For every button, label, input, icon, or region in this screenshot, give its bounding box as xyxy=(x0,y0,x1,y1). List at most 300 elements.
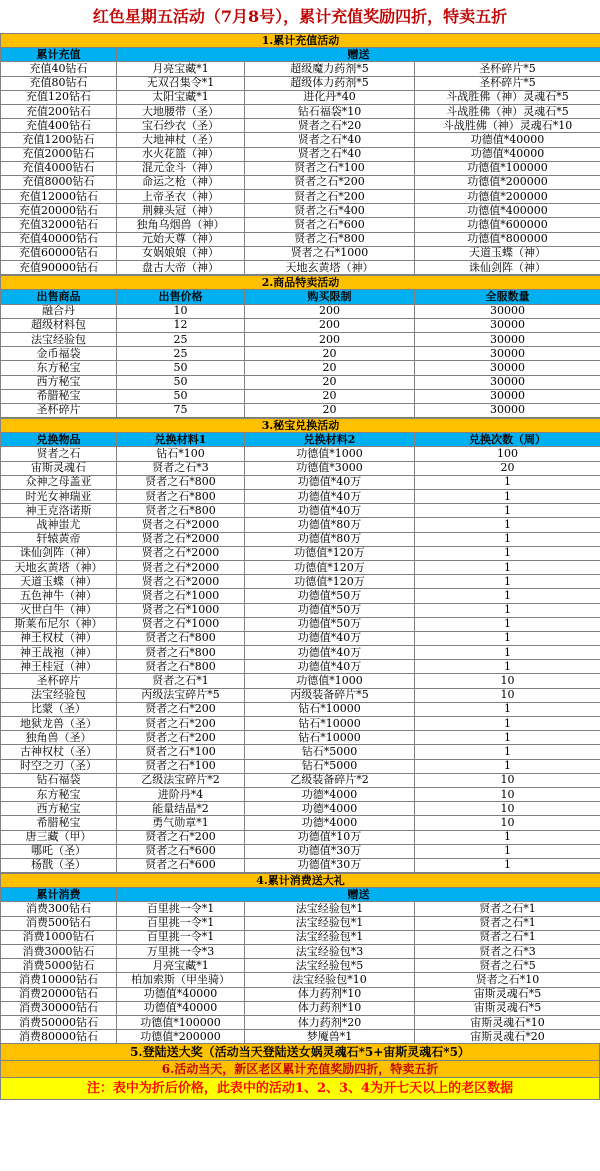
table-cell: 功德值*50万 xyxy=(245,617,415,631)
table-row xyxy=(1,204,600,218)
table-cell: 充值60000钻石 xyxy=(1,246,117,260)
table-cell: 消费3000钻石 xyxy=(1,945,117,959)
table-cell: 贤者之石*200 xyxy=(245,175,415,189)
table-cell: 诛仙剑阵（神） xyxy=(415,261,600,275)
table-cell: 充值90000钻石 xyxy=(1,261,117,275)
table-cell: 1 xyxy=(415,589,600,603)
table-cell: 贤者之石*600 xyxy=(117,844,245,858)
table-cell: 10 xyxy=(415,787,600,801)
table-cell: 丙级装备碎片*5 xyxy=(245,688,415,702)
column-header: 出售商品 xyxy=(1,290,117,304)
table-row xyxy=(1,560,600,574)
table-cell: 30000 xyxy=(415,389,600,403)
table-cell: 超级体力药剂*5 xyxy=(245,76,415,90)
table-cell: 贤者之石*200 xyxy=(117,717,245,731)
table-cell: 贤者之石*800 xyxy=(117,660,245,674)
table-cell: 200 xyxy=(245,318,415,332)
table-cell: 功德*4000 xyxy=(245,816,415,830)
table-cell: 贤者之石*1 xyxy=(117,674,245,688)
table-cell: 元始天尊（神） xyxy=(117,232,245,246)
table-cell: 20 xyxy=(245,403,415,417)
table-cell: 西方秘宝 xyxy=(1,802,117,816)
table-row xyxy=(1,332,600,346)
table-cell: 进阶丹*4 xyxy=(117,787,245,801)
table-cell: 体力药剂*20 xyxy=(245,1015,415,1029)
table-cell: 贤者之石*1000 xyxy=(245,246,415,260)
table-cell: 宙斯灵魂石 xyxy=(1,461,117,475)
table-row xyxy=(1,218,600,232)
table-row xyxy=(1,246,600,260)
table-cell: 1 xyxy=(415,490,600,504)
table-cell: 200 xyxy=(245,304,415,318)
table-row xyxy=(1,945,600,959)
table-row xyxy=(1,575,600,589)
table-cell: 贤者之石*2000 xyxy=(117,532,245,546)
table-cell: 功德值*40万 xyxy=(245,631,415,645)
table-cell: 10 xyxy=(415,773,600,787)
special-sale-table xyxy=(0,275,600,418)
table-cell: 功德值*40000 xyxy=(117,987,245,1001)
table-row xyxy=(1,147,600,161)
table-cell: 功德值*80万 xyxy=(245,532,415,546)
table-cell: 圣杯碎片*5 xyxy=(415,76,600,90)
table-row xyxy=(1,759,600,773)
table-cell: 盘古大帝（神） xyxy=(117,261,245,275)
table-row xyxy=(1,787,600,801)
table-cell: 东方秘宝 xyxy=(1,361,117,375)
login-reward-banner: 5.登陆送大奖（活动当天登陆送女娲灵魂石*5+宙斯灵魂石*5） xyxy=(0,1044,600,1061)
table-cell: 25 xyxy=(117,332,245,346)
table-row xyxy=(1,830,600,844)
table-cell: 1 xyxy=(415,660,600,674)
table-cell: 时空之刃（圣） xyxy=(1,759,117,773)
table-cell: 独角兽（圣） xyxy=(1,731,117,745)
table-cell: 圣杯碎片 xyxy=(1,674,117,688)
table-cell: 地狱龙兽（圣） xyxy=(1,717,117,731)
table-cell: 充值40钻石 xyxy=(1,62,117,76)
table-cell: 20 xyxy=(245,375,415,389)
column-header: 赠送 xyxy=(117,48,600,62)
table-row xyxy=(1,1015,600,1029)
exchange-table xyxy=(0,418,600,873)
table-cell: 哪吒（圣） xyxy=(1,844,117,858)
table-cell: 1 xyxy=(415,759,600,773)
table-cell: 天道玉蝶（神） xyxy=(1,575,117,589)
table-cell: 功德值*30万 xyxy=(245,858,415,872)
table-cell: 贤者之石*800 xyxy=(117,504,245,518)
table-cell: 钻石*10000 xyxy=(245,717,415,731)
table-cell: 功德值*100000 xyxy=(117,1015,245,1029)
table-cell: 贤者之石*600 xyxy=(245,218,415,232)
table-cell: 1 xyxy=(415,745,600,759)
table-cell: 功德值*600000 xyxy=(415,218,600,232)
table-row xyxy=(1,447,600,461)
table-row xyxy=(1,802,600,816)
table-cell: 1 xyxy=(415,702,600,716)
table-cell: 贤者之石*2000 xyxy=(117,546,245,560)
table-cell: 功德值*3000 xyxy=(245,461,415,475)
table-row xyxy=(1,745,600,759)
table-cell: 钻石福袋*10 xyxy=(245,104,415,118)
column-header: 累计充值 xyxy=(1,48,117,62)
table-cell: 充值8000钻石 xyxy=(1,175,117,189)
table-cell: 斗战胜佛（神）灵魂石*10 xyxy=(415,119,600,133)
table-cell: 钻石福袋 xyxy=(1,773,117,787)
table-cell: 柏加索斯（甲坐骑） xyxy=(117,973,245,987)
table-cell: 1 xyxy=(415,603,600,617)
table-cell: 五色神牛（神） xyxy=(1,589,117,603)
table-row xyxy=(1,389,600,403)
table-row xyxy=(1,987,600,1001)
section-title: 4.累计消费送大礼 xyxy=(1,874,600,888)
table-cell: 太阳宝藏*1 xyxy=(117,90,245,104)
table-cell: 丙级法宝碎片*5 xyxy=(117,688,245,702)
table-cell: 贤者之石*1 xyxy=(415,930,600,944)
table-cell: 1 xyxy=(415,617,600,631)
table-cell: 功德值*120万 xyxy=(245,560,415,574)
table-cell: 消费10000钻石 xyxy=(1,973,117,987)
table-cell: 1 xyxy=(415,646,600,660)
table-cell: 贤者之石*5 xyxy=(415,959,600,973)
table-cell: 钻石*10000 xyxy=(245,731,415,745)
table-cell: 功德值*40000 xyxy=(415,133,600,147)
table-cell: 功德值*1000 xyxy=(245,674,415,688)
table-cell: 20 xyxy=(415,461,600,475)
table-cell: 法宝经验包*1 xyxy=(245,902,415,916)
section-title: 1.累计充值活动 xyxy=(1,34,600,48)
table-cell: 百里挑一令*1 xyxy=(117,930,245,944)
table-cell: 杨戬（圣） xyxy=(1,858,117,872)
table-cell: 1 xyxy=(415,858,600,872)
table-row xyxy=(1,175,600,189)
table-cell: 消费1000钻石 xyxy=(1,930,117,944)
table-cell: 贤者之石*600 xyxy=(117,858,245,872)
table-cell: 充值400钻石 xyxy=(1,119,117,133)
table-cell: 1 xyxy=(415,830,600,844)
table-cell: 贤者之石*200 xyxy=(117,702,245,716)
table-row xyxy=(1,475,600,489)
table-cell: 宙斯灵魂石*10 xyxy=(415,1015,600,1029)
table-cell: 30000 xyxy=(415,403,600,417)
table-cell: 50 xyxy=(117,389,245,403)
table-cell: 贤者之石*800 xyxy=(117,490,245,504)
table-cell: 功德值*50万 xyxy=(245,603,415,617)
column-header: 兑换材料1 xyxy=(117,433,245,447)
table-cell: 30000 xyxy=(415,318,600,332)
table-cell: 1 xyxy=(415,575,600,589)
table-cell: 贤者之石*3 xyxy=(117,461,245,475)
table-cell: 月亮宝藏*1 xyxy=(117,62,245,76)
table-cell: 200 xyxy=(245,332,415,346)
table-cell: 10 xyxy=(415,802,600,816)
table-cell: 1 xyxy=(415,631,600,645)
table-row xyxy=(1,816,600,830)
table-row xyxy=(1,161,600,175)
column-header: 兑换材料2 xyxy=(245,433,415,447)
table-cell: 贤者之石*200 xyxy=(117,731,245,745)
table-cell: 上帝圣衣（神） xyxy=(117,190,245,204)
table-cell: 万里挑一令*3 xyxy=(117,945,245,959)
table-row xyxy=(1,674,600,688)
table-row xyxy=(1,375,600,389)
column-header: 累计消费 xyxy=(1,888,117,902)
table-cell: 10 xyxy=(117,304,245,318)
section-title: 3.秘宝兑换活动 xyxy=(1,419,600,433)
table-cell: 功德值*50万 xyxy=(245,589,415,603)
table-cell: 希腊秘宝 xyxy=(1,816,117,830)
table-cell: 25 xyxy=(117,347,245,361)
section-heading-spend xyxy=(1,874,600,888)
table-cell: 天地玄黄塔（神） xyxy=(245,261,415,275)
table-cell: 30000 xyxy=(415,375,600,389)
table-cell: 法宝经验包*5 xyxy=(245,959,415,973)
table-cell: 东方秘宝 xyxy=(1,787,117,801)
column-header: 兑换次数（周） xyxy=(415,433,600,447)
recharge-table xyxy=(0,33,600,275)
table-cell: 勇气勋章*1 xyxy=(117,816,245,830)
table-row xyxy=(1,347,600,361)
table-cell: 贤者之石*800 xyxy=(245,232,415,246)
table-cell: 1 xyxy=(415,475,600,489)
table-cell: 消费30000钻石 xyxy=(1,1001,117,1015)
table-cell: 灭世白牛（神） xyxy=(1,603,117,617)
table-cell: 贤者之石 xyxy=(1,447,117,461)
table-cell: 功德值*80万 xyxy=(245,518,415,532)
column-header: 购买限制 xyxy=(245,290,415,304)
table-cell: 功德值*1000 xyxy=(245,447,415,461)
table-row xyxy=(1,304,600,318)
table-cell: 充值32000钻石 xyxy=(1,218,117,232)
table-cell: 神王桂冠（神） xyxy=(1,660,117,674)
table-cell: 1 xyxy=(415,717,600,731)
table-cell: 钻石*5000 xyxy=(245,759,415,773)
table-cell: 贤者之石*40 xyxy=(245,147,415,161)
table-cell: 神王权杖（神） xyxy=(1,631,117,645)
table-cell: 充值200钻石 xyxy=(1,104,117,118)
table-cell: 功德值*120万 xyxy=(245,575,415,589)
table-cell: 贤者之石*800 xyxy=(117,475,245,489)
table-cell: 30000 xyxy=(415,304,600,318)
table-row xyxy=(1,318,600,332)
table-cell: 法宝经验包*10 xyxy=(245,973,415,987)
table-cell: 贤者之石*2000 xyxy=(117,560,245,574)
table-cell: 法宝经验包*1 xyxy=(245,916,415,930)
table-row xyxy=(1,902,600,916)
table-cell: 体力药剂*10 xyxy=(245,987,415,1001)
table-row xyxy=(1,688,600,702)
table-cell: 消费50000钻石 xyxy=(1,1015,117,1029)
table-cell: 法宝经验包*1 xyxy=(245,930,415,944)
table-cell: 贤者之石*2000 xyxy=(117,518,245,532)
table-row xyxy=(1,1030,600,1044)
table-cell: 充值120钻石 xyxy=(1,90,117,104)
table-cell: 贤者之石*1 xyxy=(415,916,600,930)
table-row xyxy=(1,504,600,518)
section-heading-exchange xyxy=(1,419,600,433)
table-cell: 贤者之石*3 xyxy=(415,945,600,959)
table-row xyxy=(1,119,600,133)
table-row xyxy=(1,660,600,674)
table-row xyxy=(1,90,600,104)
table-cell: 水火花篮（神） xyxy=(117,147,245,161)
table-cell: 贤者之石*100 xyxy=(245,161,415,175)
table-row xyxy=(1,959,600,973)
table-cell: 混元金斗（神） xyxy=(117,161,245,175)
table-row xyxy=(1,133,600,147)
table-cell: 神王战袍（神） xyxy=(1,646,117,660)
table-cell: 荆棘头冠（神） xyxy=(117,204,245,218)
table-cell: 消费300钻石 xyxy=(1,902,117,916)
table-cell: 独角乌烟兽（神） xyxy=(117,218,245,232)
table-cell: 梦魇兽*1 xyxy=(245,1030,415,1044)
table-row xyxy=(1,773,600,787)
table-cell: 斗战胜佛（神）灵魂石*5 xyxy=(415,90,600,104)
table-cell: 轩辕黄帝 xyxy=(1,532,117,546)
table-cell: 宙斯灵魂石*5 xyxy=(415,1001,600,1015)
table-row xyxy=(1,631,600,645)
table-cell: 比蒙（圣） xyxy=(1,702,117,716)
table-cell: 宝石纱衣（圣） xyxy=(117,119,245,133)
table-cell: 充值4000钻石 xyxy=(1,161,117,175)
table-row xyxy=(1,518,600,532)
table-cell: 功德值*30万 xyxy=(245,844,415,858)
table-row xyxy=(1,617,600,631)
table-cell: 贤者之石*10 xyxy=(415,973,600,987)
table-cell: 贤者之石*800 xyxy=(117,646,245,660)
table-row xyxy=(1,62,600,76)
table-cell: 功德值*40000 xyxy=(415,147,600,161)
table-row xyxy=(1,1001,600,1015)
table-cell: 金币福袋 xyxy=(1,347,117,361)
table-cell: 10 xyxy=(415,688,600,702)
table-cell: 贤者之石*200 xyxy=(245,190,415,204)
table-cell: 唐三藏（甲） xyxy=(1,830,117,844)
table-cell: 消费500钻石 xyxy=(1,916,117,930)
table-cell: 无双召集令*1 xyxy=(117,76,245,90)
table-cell: 功德值*400000 xyxy=(415,204,600,218)
table-cell: 1 xyxy=(415,532,600,546)
table-cell: 功德值*200000 xyxy=(117,1030,245,1044)
table-row xyxy=(1,361,600,375)
section-heading-recharge xyxy=(1,34,600,48)
table-cell: 大地腰带（圣） xyxy=(117,104,245,118)
table-cell: 功德值*800000 xyxy=(415,232,600,246)
footnote: 注：表中为折后价格，此表中的活动1、2、3、4为开七天以上的老区数据 xyxy=(0,1078,600,1100)
table-row xyxy=(1,76,600,90)
table-row xyxy=(1,702,600,716)
table-cell: 百里挑一令*1 xyxy=(117,902,245,916)
table-cell: 能量结晶*2 xyxy=(117,802,245,816)
table-cell: 功德值*40万 xyxy=(245,504,415,518)
table-cell: 1 xyxy=(415,731,600,745)
table-cell: 斗战胜佛（神）灵魂石*5 xyxy=(415,104,600,118)
table-cell: 法宝经验包 xyxy=(1,332,117,346)
table-cell: 贤者之石*1 xyxy=(415,902,600,916)
table-row xyxy=(1,973,600,987)
table-cell: 20 xyxy=(245,361,415,375)
table-cell: 大地神杖（圣） xyxy=(117,133,245,147)
table-row xyxy=(1,916,600,930)
table-cell: 贤者之石*1000 xyxy=(117,589,245,603)
column-header: 出售价格 xyxy=(117,290,245,304)
table-cell: 圣杯碎片*5 xyxy=(415,62,600,76)
table-cell: 时光女神瑞亚 xyxy=(1,490,117,504)
table-cell: 功德值*100000 xyxy=(415,161,600,175)
table-cell: 乙级装备碎片*2 xyxy=(245,773,415,787)
table-cell: 功德*4000 xyxy=(245,787,415,801)
table-row xyxy=(1,546,600,560)
table-cell: 12 xyxy=(117,318,245,332)
table-row xyxy=(1,403,600,417)
table-cell: 50 xyxy=(117,361,245,375)
table-cell: 充值1200钻石 xyxy=(1,133,117,147)
table-cell: 贤者之石*100 xyxy=(117,745,245,759)
header-row xyxy=(1,433,600,447)
table-cell: 诛仙剑阵（神） xyxy=(1,546,117,560)
table-cell: 20 xyxy=(245,389,415,403)
table-cell: 百里挑一令*1 xyxy=(117,916,245,930)
spend-table xyxy=(0,873,600,1044)
table-cell: 功德值*10万 xyxy=(245,830,415,844)
section-title: 2.商品特卖活动 xyxy=(1,276,600,290)
table-cell: 贤者之石*20 xyxy=(245,119,415,133)
table-cell: 贤者之石*1000 xyxy=(117,603,245,617)
table-cell: 充值2000钻石 xyxy=(1,147,117,161)
table-cell: 消费5000钻石 xyxy=(1,959,117,973)
table-cell: 月亮宝藏*1 xyxy=(117,959,245,973)
column-header: 全服数量 xyxy=(415,290,600,304)
column-header: 赠送 xyxy=(117,888,600,902)
table-cell: 20 xyxy=(245,347,415,361)
table-cell: 功德值*120万 xyxy=(245,546,415,560)
table-cell: 圣杯碎片 xyxy=(1,403,117,417)
table-cell: 功德*4000 xyxy=(245,802,415,816)
table-row xyxy=(1,461,600,475)
table-cell: 超级魔力药剂*5 xyxy=(245,62,415,76)
table-cell: 充值20000钻石 xyxy=(1,204,117,218)
table-row xyxy=(1,930,600,944)
table-cell: 10 xyxy=(415,816,600,830)
table-row xyxy=(1,646,600,660)
table-cell: 功德值*200000 xyxy=(415,175,600,189)
page-title: 红色星期五活动（7月8号），累计充值奖励四折，特卖五折 xyxy=(0,0,600,33)
table-cell: 天道玉蝶（神） xyxy=(415,246,600,260)
table-cell: 进化丹*40 xyxy=(245,90,415,104)
table-row xyxy=(1,844,600,858)
table-cell: 宙斯灵魂石*20 xyxy=(415,1030,600,1044)
table-cell: 古神权杖（圣） xyxy=(1,745,117,759)
table-cell: 宙斯灵魂石*5 xyxy=(415,987,600,1001)
table-cell: 1 xyxy=(415,844,600,858)
table-cell: 功德值*200000 xyxy=(415,190,600,204)
table-cell: 西方秘宝 xyxy=(1,375,117,389)
table-cell: 乙级法宝碎片*2 xyxy=(117,773,245,787)
table-row xyxy=(1,532,600,546)
table-cell: 30000 xyxy=(415,332,600,346)
table-cell: 贤者之石*40 xyxy=(245,133,415,147)
event-day-banner: 6.活动当天，新区老区累计充值奖励四折，特卖五折 xyxy=(0,1061,600,1078)
table-cell: 体力药剂*10 xyxy=(245,1001,415,1015)
table-cell: 功德值*40万 xyxy=(245,660,415,674)
table-row xyxy=(1,858,600,872)
header-row xyxy=(1,888,600,902)
table-cell: 贤者之石*1000 xyxy=(117,617,245,631)
section-heading-sale xyxy=(1,276,600,290)
table-cell: 贤者之石*2000 xyxy=(117,575,245,589)
table-row xyxy=(1,490,600,504)
table-row xyxy=(1,261,600,275)
table-cell: 斯莱布尼尔（神） xyxy=(1,617,117,631)
